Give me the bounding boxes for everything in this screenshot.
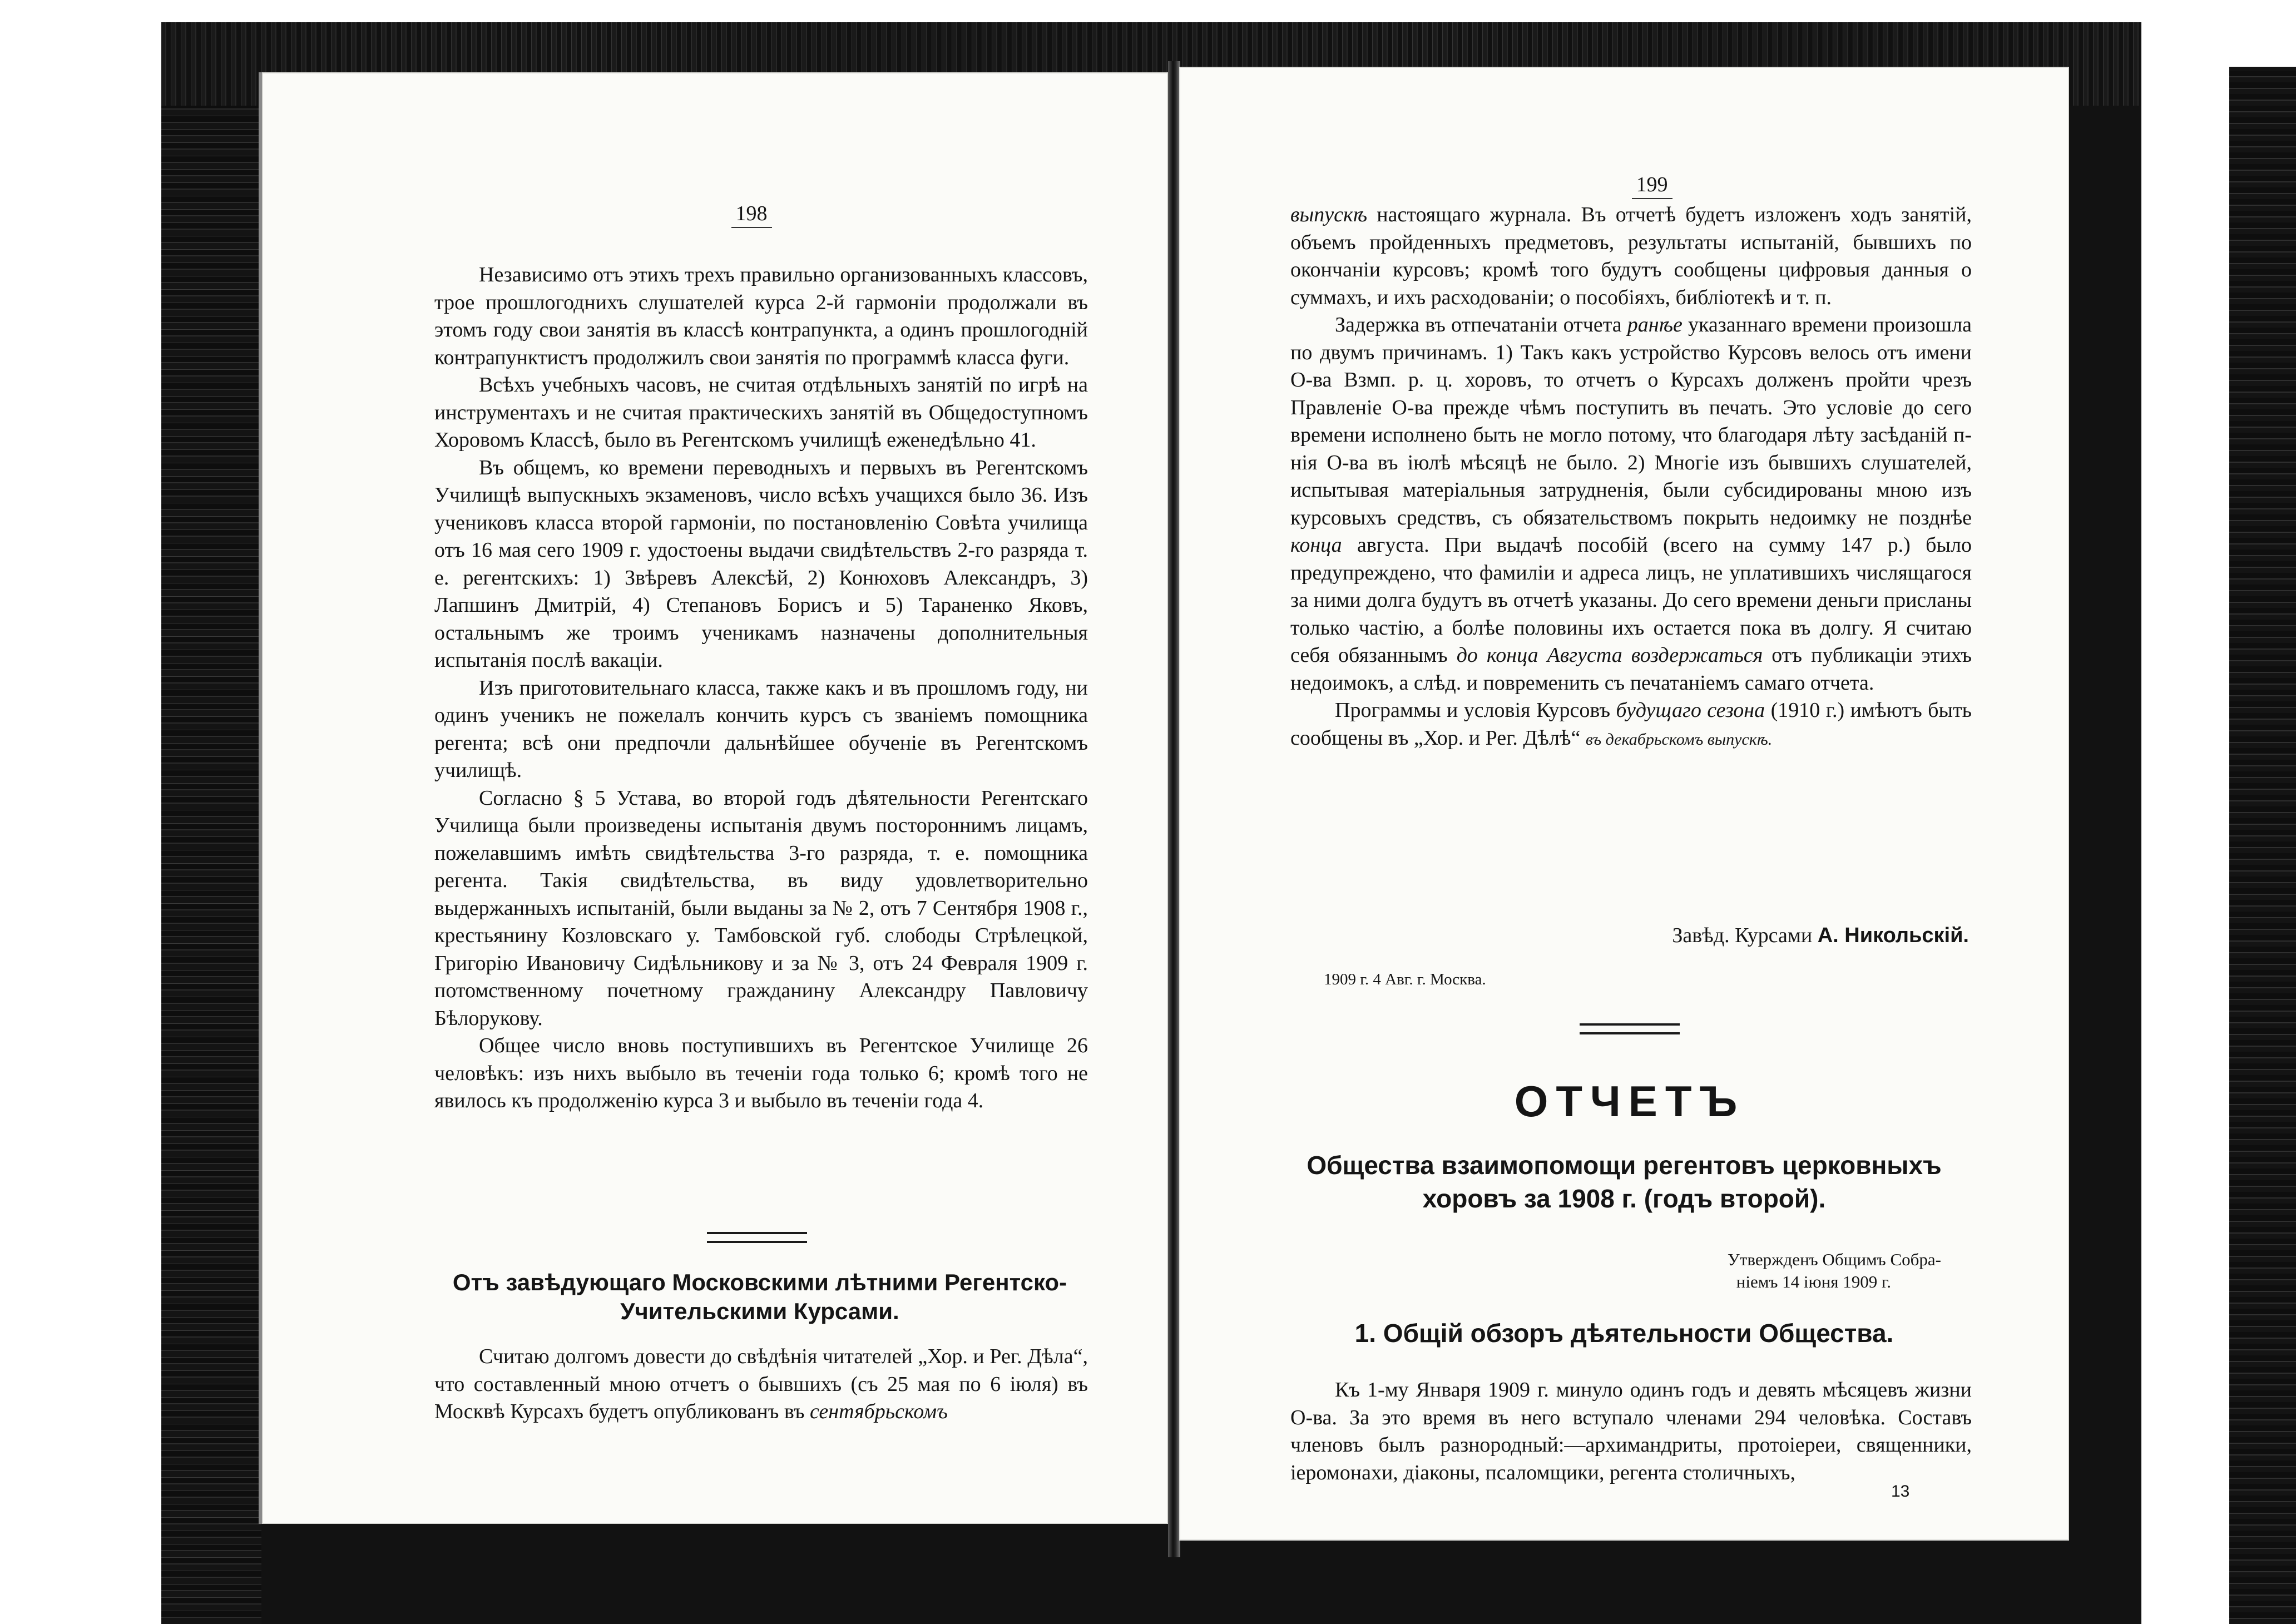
approval-line-1: Утвержденъ Общимъ Собра-	[1727, 1250, 1941, 1269]
right-p3-a: Программы и условія Курсовъ	[1335, 699, 1616, 722]
left-double-rule	[707, 1232, 807, 1243]
book-gutter	[1168, 61, 1180, 1557]
page-number-left	[696, 201, 807, 228]
right-p2-italic-3: до конца Августа воздержаться	[1456, 643, 1763, 667]
right-p2-italic-1: ранѣе	[1627, 313, 1683, 336]
left-last-paragraph-text: Считаю долгомъ довести до свѣдѣнія читателей „Хор. и Рег. Дѣла“, что составленный мною отчетъ о бывшихъ (съ 25 мая по 6 іюля) въ Москвѣ Курсахъ будетъ опубликованъ въ	[434, 1345, 1088, 1423]
right-p2-b: указаннаго времени произошла по двумъ причинамъ. 1) Такъ какъ устройство Курсовъ велось отъ имени О-ва Взмп. р. ц. хоровъ, то отчетъ о Курсахъ долженъ пройти чрезъ Правленіе О-ва прежде чѣмъ поступить въ печать. Это условіе до сего времени исполнено быть не могло потому, что благодаря лѣту засѣданій п-нія О-ва въ іюлѣ мѣсяцѣ не было. 2) Многіе изъ бывшихъ слушателей, испытывая матеріальныя затрудненія, были субсидированы мною изъ курсовыхъ средствъ, съ обязательствомъ покрыть недоимку не позднѣе	[1290, 313, 1972, 529]
left-paragraph-6: Общее число вновь поступившихъ въ Регентское Училище 26 человѣкъ: изъ нихъ выбыло въ теченіи года только 6; кромѣ того не явилось къ продолженію курса 3 и выбыло въ теченіи года 4.	[434, 1034, 1088, 1112]
left-page	[259, 72, 1168, 1524]
date-place: 1909 г. 4 Авг. г. Москва.	[1324, 971, 1486, 988]
left-last-paragraph-italic: сентябрьскомъ	[810, 1400, 948, 1423]
section-1-paragraph: Къ 1-му Января 1909 г. минуло одинъ годъ и девять мѣсяцевъ жизни О-ва. За это время въ него вступало членами 294 человѣка. Составъ членовъ былъ разнородный:—архимандриты, протоіереи, священники, іеромонахи, діаконы, псаломщики, регента столичныхъ,	[1290, 1378, 1972, 1484]
right-p1-text: настоящаго журнала. Въ отчетѣ будетъ изложенъ ходъ занятій, объемъ пройденныхъ предметовъ, результаты испытаній, бывшихъ по окончаніи курсовъ; кромѣ того будутъ сообщены цифровыя данныя о суммахъ, и ихъ расходованіи; о пособіяхъ, библіотекѣ и т. п.	[1290, 203, 1972, 309]
left-last-paragraph	[434, 1343, 1088, 1426]
right-p2-a: Задержка въ отпечатаніи отчета	[1335, 313, 1627, 336]
right-p1-italic: выпускѣ	[1290, 203, 1368, 226]
page-number-right-text: 199	[1632, 172, 1672, 199]
left-paragraph-5: Согласно § 5 Устава, во второй годъ дѣятельности Регентскаго Училища были произведены испытанія двумъ постороннимъ лицамъ, пожелавшимъ имѣть свидѣтельства 3-го разряда, т. е. помощника регента. Такія свидѣтельства, въ виду удовлетворительно выдержанныхъ испытаній, были выданы за № 2, отъ 7 Сентября 1908 г., крестьянину Козловскаго у. Тамбовской губ. слободы Стрѣлецкой, Григорію Ивановичу Сидѣльникову и за № 3, отъ 24 Февраля 1909 г. потомственному почетному гражданину Александру Павловичу Бѣлорукову.	[434, 786, 1088, 1030]
right-p3-b: (1910 г.) имѣютъ быть сообщены въ „Хор. и Рег. Дѣлѣ“	[1290, 699, 1972, 750]
report-subtitle-line-2: хоровъ за 1908 г. (годъ второй).	[1422, 1184, 1826, 1213]
left-body-text	[434, 261, 1088, 1115]
report-title: ОТЧЕТЪ	[1514, 1077, 1745, 1126]
right-paragraph-1	[1290, 201, 1972, 311]
approval-note	[1652, 1249, 1941, 1293]
report-subtitle-line-1: Общества взаимопомощи регентовъ церковныхъ	[1307, 1151, 1942, 1180]
right-p3-italic-2: въ декабрьскомъ выпускѣ.	[1585, 730, 1773, 749]
page-number-left-text: 198	[731, 201, 772, 228]
section-1-heading: 1. Общій обзоръ дѣятельности Общества.	[1354, 1319, 1894, 1348]
right-p2-italic-2: конца	[1290, 533, 1342, 557]
signature	[1580, 923, 1969, 948]
left-paragraph-4: Изъ приготовительнаго класса, также какъ и въ прошломъ году, ни одинъ ученикъ не пожелалъ кончить курсъ съ званіемъ помощника регента; всѣ они предпочли дальнѣйшее обученіе въ Регентскомъ училищѣ.	[434, 676, 1088, 782]
signature-name: А. Никольскій.	[1817, 924, 1969, 947]
right-p2-d: отъ публикаціи этихъ недоимокъ, а слѣд. и повременить съ печатаніемъ самаго отчета.	[1290, 643, 1972, 695]
left-paragraph-2: Всѣхъ учебныхъ часовъ, не считая отдѣльныхъ занятій по игрѣ на инструментахъ и не считая практическихъ занятій въ Общедоступномъ Хоровомъ Классѣ, было въ Регентскомъ училищѣ еженедѣльно 41.	[434, 373, 1088, 452]
left-paragraph-3: Въ общемъ, ко времени переводныхъ и первыхъ въ Регентскомъ Училищѣ выпускныхъ экзаменовъ, число всѣхъ учащихся было 36. Изъ учениковъ класса второй гармоніи, по постановленію Совѣта училища отъ 16 мая сего 1909 г. удостоены выдачи свидѣтельствъ 2-го разряда т. е. регентскихъ: 1) Звѣревъ Алексѣй, 2) Конюховъ Александръ, 3) Лапшинъ Дмитрій, 4) Степановъ Борисъ и 5) Тараненко Яковъ, остальнымъ же троимъ ученикамъ назначены дополнительныя испытанія послѣ вакаціи.	[434, 455, 1088, 672]
signature-prefix: Завѣд. Курсами	[1672, 924, 1813, 947]
left-paragraph-1: Независимо отъ этихъ трехъ правильно организованныхъ классовъ, трое прошлогоднихъ слушателей курса 2-й гармоніи продолжали въ этомъ году свои занятія въ классѣ контрапункта, а одинъ прошлогодній контрапунктистъ продолжилъ свои занятія по программѣ класса фуги.	[434, 263, 1088, 369]
right-double-rule	[1580, 1023, 1680, 1034]
right-p3-italic-1: будущаго сезона	[1616, 699, 1765, 722]
right-page	[1179, 67, 2069, 1541]
signature-mark: 13	[1891, 1482, 1910, 1501]
right-p2-c: августа. При выдачѣ пособій (всего на сумму 147 р.) было предупреждено, что фамиліи и адреса лицъ, не уплатившихъ числящагося за ними долга будутъ въ отчетѣ указаны. До сего времени деньги присланы только частію, а болѣе половины ихъ остается пока въ долгу. Я считаю себя обязаннымъ	[1290, 533, 1972, 667]
right-paragraph-2	[1290, 311, 1972, 697]
page-edge-right	[2229, 67, 2296, 1624]
right-body-text	[1290, 201, 1972, 753]
approval-line-2: ніемъ 14 іюня 1909 г.	[1736, 1272, 1891, 1291]
left-section-heading: Отъ завѣдующаго Московскими лѣтними Регентско-Учительскими Курсами.	[452, 1269, 1067, 1324]
right-paragraph-3	[1290, 697, 1972, 753]
report-subtitle	[1263, 1148, 1986, 1215]
page-number-right	[1596, 172, 1708, 199]
section-1-text	[1290, 1377, 1972, 1487]
